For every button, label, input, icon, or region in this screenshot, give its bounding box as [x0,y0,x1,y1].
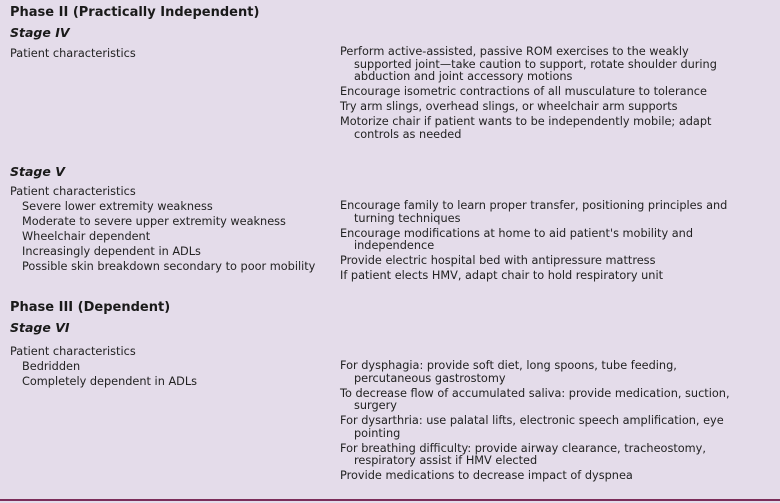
phase-2-title: Phase II (Practically Independent) [10,5,260,20]
list-item: Try arm slings, overhead slings, or wheelchair arm supports [340,100,678,113]
stage-6-recommendations [340,360,745,485]
stage-5-title: Stage V [10,164,65,179]
stage-4-recommendations [340,46,745,144]
bottom-rule [0,499,780,501]
characteristics-label: Patient characteristics [10,185,136,198]
list-item: Encourage isometric contractions of all musculature to tolerance [340,85,707,98]
list-item: Provide electric hospital bed with antipressure mattress [340,254,656,267]
stage-4-characteristics [10,46,335,61]
stage-5-characteristics [10,184,335,274]
list-item: Moderate to severe upper extremity weakness [22,215,286,228]
list-item: Encourage family to learn proper transfer, positioning principles and turning techniques [340,199,728,225]
stage-4-title: Stage IV [10,25,70,40]
list-item: For dysphagia: provide soft diet, long spoons, tube feeding, percutaneous gastrostomy [340,359,677,385]
list-item: Possible skin breakdown secondary to poor mobility [22,260,316,273]
stage-6-title: Stage VI [10,320,70,335]
list-item: Encourage modifications at home to aid patient's mobility and independence [340,226,694,252]
stage-6-characteristics [10,344,335,389]
list-item: Bedridden [22,360,81,373]
list-item: If patient elects HMV, adapt chair to hold respiratory unit [340,269,664,282]
phase-3-title: Phase III (Dependent) [10,300,171,315]
list-item: To decrease flow of accumulated saliva: provide medication, suction, surgery [340,386,730,412]
list-item: Completely dependent in ADLs [22,375,198,388]
characteristics-label: Patient characteristics [10,345,136,358]
list-item: Increasingly dependent in ADLs [22,245,201,258]
list-item: Severe lower extremity weakness [22,200,213,213]
list-item: For breathing difficulty: provide airway clearance, tracheostomy, respiratory assist if HMV elected [340,441,706,467]
list-item: Provide medications to decrease impact of dyspnea [340,469,633,482]
stage-5-recommendations [340,200,745,285]
list-item: For dysarthria: use palatal lifts, electronic speech amplification, eye pointing [340,414,724,440]
list-item: Perform active-assisted, passive ROM exercises to the weakly supported joint—take caution to support, rotate shoulder during abduction and joint accessory motions [340,45,717,83]
list-item: Motorize chair if patient wants to be independently mobile; adapt controls as needed [340,115,712,141]
characteristics-label: Patient characteristics [10,47,136,60]
list-item: Wheelchair dependent [22,230,151,243]
